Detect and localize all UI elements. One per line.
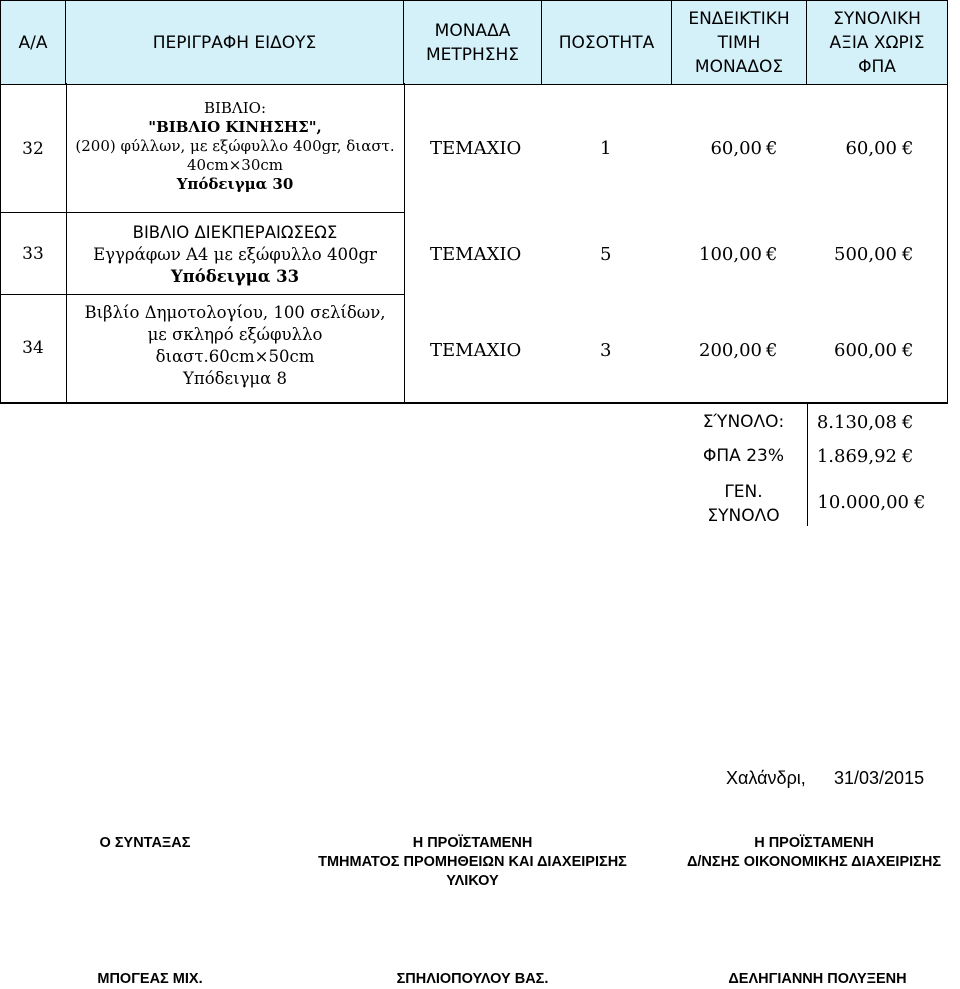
table-border-bottom [0,402,948,404]
vat-label: ΦΠΑ 23% [703,446,784,466]
row-quantity: 3 [600,340,612,361]
vat-value: 1.869,92 [816,446,897,467]
head2-title: Η ΠΡΟΪΣΤΑΜΕΝΗ Δ/ΝΣΗΣ ΟΙΚΟΝΟΜΙΚΗΣ ΔΙΑΧΕΙΡΙΣΗΣ [686,835,942,870]
table-row [0,294,948,402]
row-unit-price: 60,00 [710,138,762,159]
header-total: ΣΥΝΟΛΙΚΗ ΑΞΙΑ ΧΩΡΙΣ ΦΠΑ [807,1,948,84]
euro-symbol: € [902,244,914,265]
row-total: 500,00 [834,244,897,265]
row-description: ΒΙΒΛΙΟ ΔΙΕΚΠΕΡΑΙΩΣΕΩΣ Εγγράφων Α4 με εξώφυλλο 400gr Υπόδειγμα 33 [93,223,377,286]
euro-symbol: € [902,412,914,433]
row-description: ΒΙΒΛΙΟ: "ΒΙΒΛΙΟ ΚΙΝΗΣΗΣ", (200) φύλλων, με εξώφυλλο 400gr, διαστ. 40cm×30cm Υπόδειγμα 30 [75,99,395,193]
row-unit-price: 200,00 [699,340,762,361]
row-quantity: 5 [600,244,612,265]
row-number: 33 [22,244,44,264]
euro-symbol: € [766,138,778,159]
head1-name: ΣΠΗΛΙΟΠΟΥΛΟΥ ΒΑΣ. [396,971,549,987]
table-header [0,0,948,85]
row-number: 34 [22,338,44,358]
euro-symbol: € [914,492,926,513]
table-row [0,212,948,294]
head1-title: Η ΠΡΟΪΣΤΑΜΕΝΗ ΤΜΗΜΑΤΟΣ ΠΡΟΜΗΘΕΙΩΝ ΚΑΙ ΔΙΑΧΕΙΡΙΣΗΣ ΥΛΙΚΟΥ [318,835,627,889]
header-unit: ΜΟΝΑΔΑ ΜΕΤΡΗΣΗΣ [404,1,542,84]
subtotal-label: ΣΎΝΟΛΟ: [702,412,785,432]
head2-name: ΔΕΛΗΓΙΑΝΝΗ ΠΟΛΥΞΕΝΗ [728,971,907,987]
place: Χαλάνδρι, [726,768,806,788]
row-unit: ΤΕΜΑΧΙΟ [430,340,522,361]
header-unit-price: ΕΝΔΕΙΚΤΙΚΗ ΤΙΜΗ ΜΟΝΑΔΟΣ [672,1,807,84]
euro-symbol: € [766,340,778,361]
subtotal-value: 8.130,08 [816,412,897,433]
header-aa: Α/Α [0,1,66,84]
header-description: ΠΕΡΙΓΡΑΦΗ ΕΙΔΟΥΣ [66,1,404,84]
euro-symbol: € [902,340,914,361]
row-total: 600,00 [834,340,897,361]
header-quantity: ΠΟΣΟΤΗΤΑ [542,1,672,84]
grand-total-label: ΓΕΝ. ΣΥΝΟΛΟ [707,482,780,526]
row-unit: ΤΕΜΑΧΙΟ [430,244,522,265]
row-unit: ΤΕΜΑΧΙΟ [430,138,522,159]
row-unit-price: 100,00 [699,244,762,265]
table-row [0,83,948,212]
row-number: 32 [22,139,44,159]
row-total: 60,00 [845,138,897,159]
grand-total-value: 10.000,00 [817,492,909,513]
author-title: Ο ΣΥΝΤΑΞΑΣ [99,835,191,851]
euro-symbol: € [902,138,914,159]
euro-symbol: € [902,446,914,467]
author-name: ΜΠΟΓΕΑΣ ΜΙΧ. [97,971,203,987]
date: 31/03/2015 [834,768,925,788]
row-description: Βιβλίο Δημοτολογίου, 100 σελίδων, με σκληρό εξώφυλλο διαστ.60cm×50cm Υπόδειγμα 8 [84,303,386,388]
row-quantity: 1 [600,138,612,159]
euro-symbol: € [766,244,778,265]
